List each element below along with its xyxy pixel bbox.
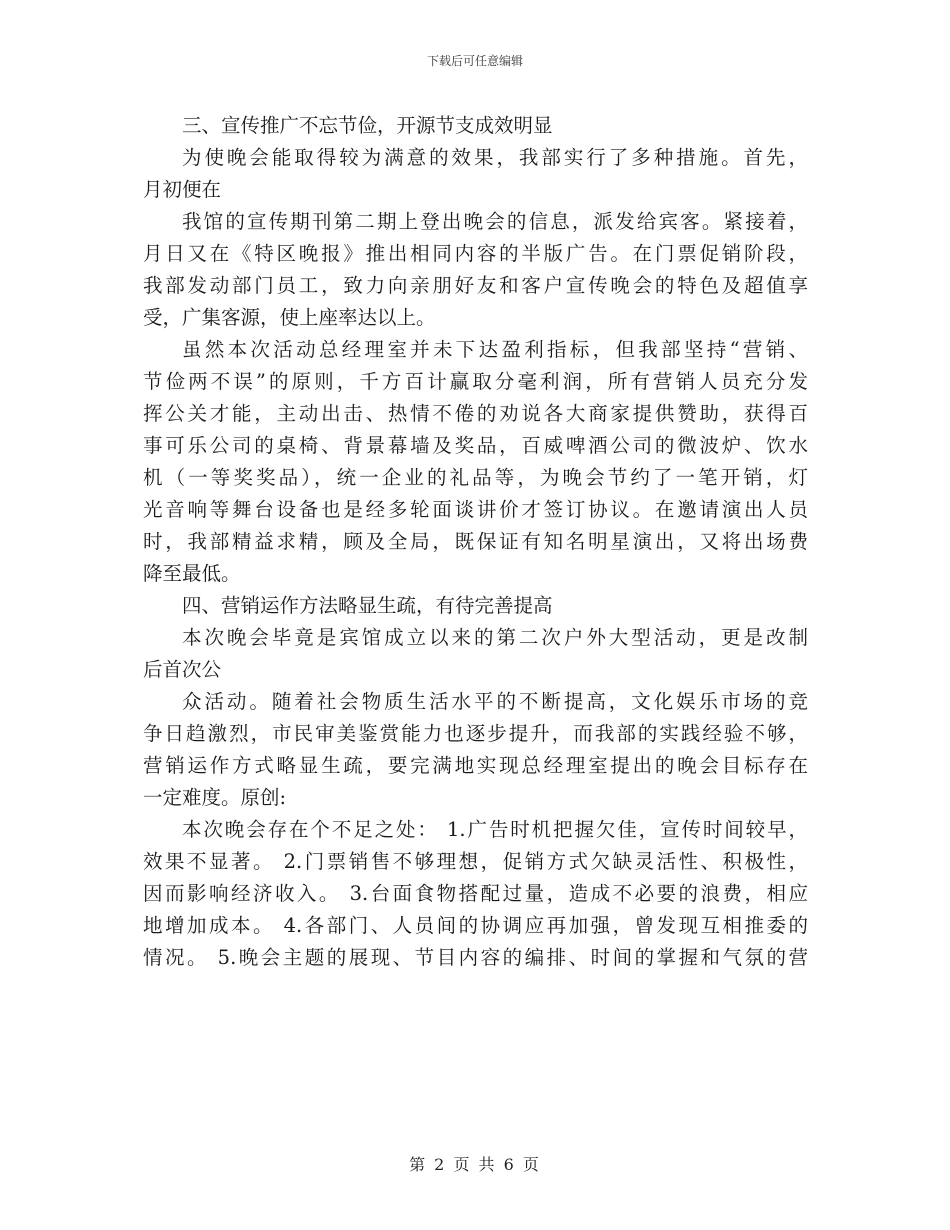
paragraph-line: 时，我部精益求精，顾及全局，既保证有知名明星演出，又将出场费 xyxy=(143,530,808,553)
paragraph-line: 众活动。随着社会物质生活水平的不断提高，文化娱乐市场的竞 xyxy=(182,690,808,713)
paragraph-line: 后首次公 xyxy=(143,658,222,681)
paragraph-line: 为使晚会能取得较为满意的效果，我部实行了多种措施。首先， xyxy=(182,146,808,169)
paragraph-line: 争日趋激烈，市民审美鉴赏能力也逐步提升，而我部的实践经验不够， xyxy=(143,722,808,745)
paragraph-line: 机（一等奖奖品），统一企业的礼品等，为晚会节约了一笔开销，灯 xyxy=(143,466,808,489)
paragraph-line: 情况。 5.晚会主题的展现、节目内容的编排、时间的掌握和气氛的营 xyxy=(143,946,808,969)
paragraph-line: 事可乐公司的桌椅、背景幕墙及奖品，百威啤酒公司的微波炉、饮水 xyxy=(143,434,808,457)
page-number: 第 2 页 共 6 页 xyxy=(409,1155,541,1174)
paragraph-line: 效果不显著。 2.门票销售不够理想，促销方式欠缺灵活性、积极性， xyxy=(143,850,808,873)
paragraph-line: 受，广集客源，使上座率达以上。 xyxy=(143,306,436,329)
paragraph-line: 本次晚会存在个不足之处： 1.广告时机把握欠佳，宣传时间较早， xyxy=(182,818,808,841)
paragraph-line: 本次晚会毕竟是宾馆成立以来的第二次户外大型活动，更是改制 xyxy=(182,626,808,649)
paragraph-line: 因而影响经济收入。 3.台面食物搭配过量，造成不必要的浪费，相应 xyxy=(143,882,808,905)
paragraph-line: 光音响等舞台设备也是经多轮面谈讲价才签订协议。在邀请演出人员 xyxy=(143,498,808,521)
section-heading-4: 四、营销运作方法略显生疏，有待完善提高 xyxy=(182,594,553,617)
section-heading-3: 三、宣传推广不忘节俭，开源节支成效明显 xyxy=(182,114,553,137)
paragraph-line: 降至最低。 xyxy=(143,562,241,585)
paragraph-line: 营销运作方式略显生疏，要完满地实现总经理室提出的晚会目标存在 xyxy=(143,754,808,777)
document-body xyxy=(143,110,808,974)
paragraph-line: 我馆的宣传期刊第二期上登出晚会的信息，派发给宾客。紧接着， xyxy=(182,210,808,233)
paragraph-line: 虽然本次活动总经理室并未下达盈利指标，但我部坚持“营销、 xyxy=(182,338,808,361)
paragraph-line: 节俭两不误”的原则，千方百计赢取分毫利润，所有营销人员充分发 xyxy=(143,370,808,393)
header-note: 下载后可任意编辑 xyxy=(426,54,523,68)
paragraph-line: 月初便在 xyxy=(143,178,222,201)
paragraph-line: 一定难度。原创: xyxy=(143,786,287,809)
paragraph-line: 月日又在《特区晚报》推出相同内容的半版广告。在门票促销阶段， xyxy=(143,242,808,265)
paragraph-line: 挥公关才能，主动出击、热情不倦的劝说各大商家提供赞助，获得百 xyxy=(143,402,808,425)
paragraph-line: 我部发动部门员工，致力向亲朋好友和客户宣传晚会的特色及超值享 xyxy=(143,274,808,297)
paragraph-line: 地增加成本。 4.各部门、人员间的协调应再加强，曾发现互相推委的 xyxy=(143,914,808,937)
